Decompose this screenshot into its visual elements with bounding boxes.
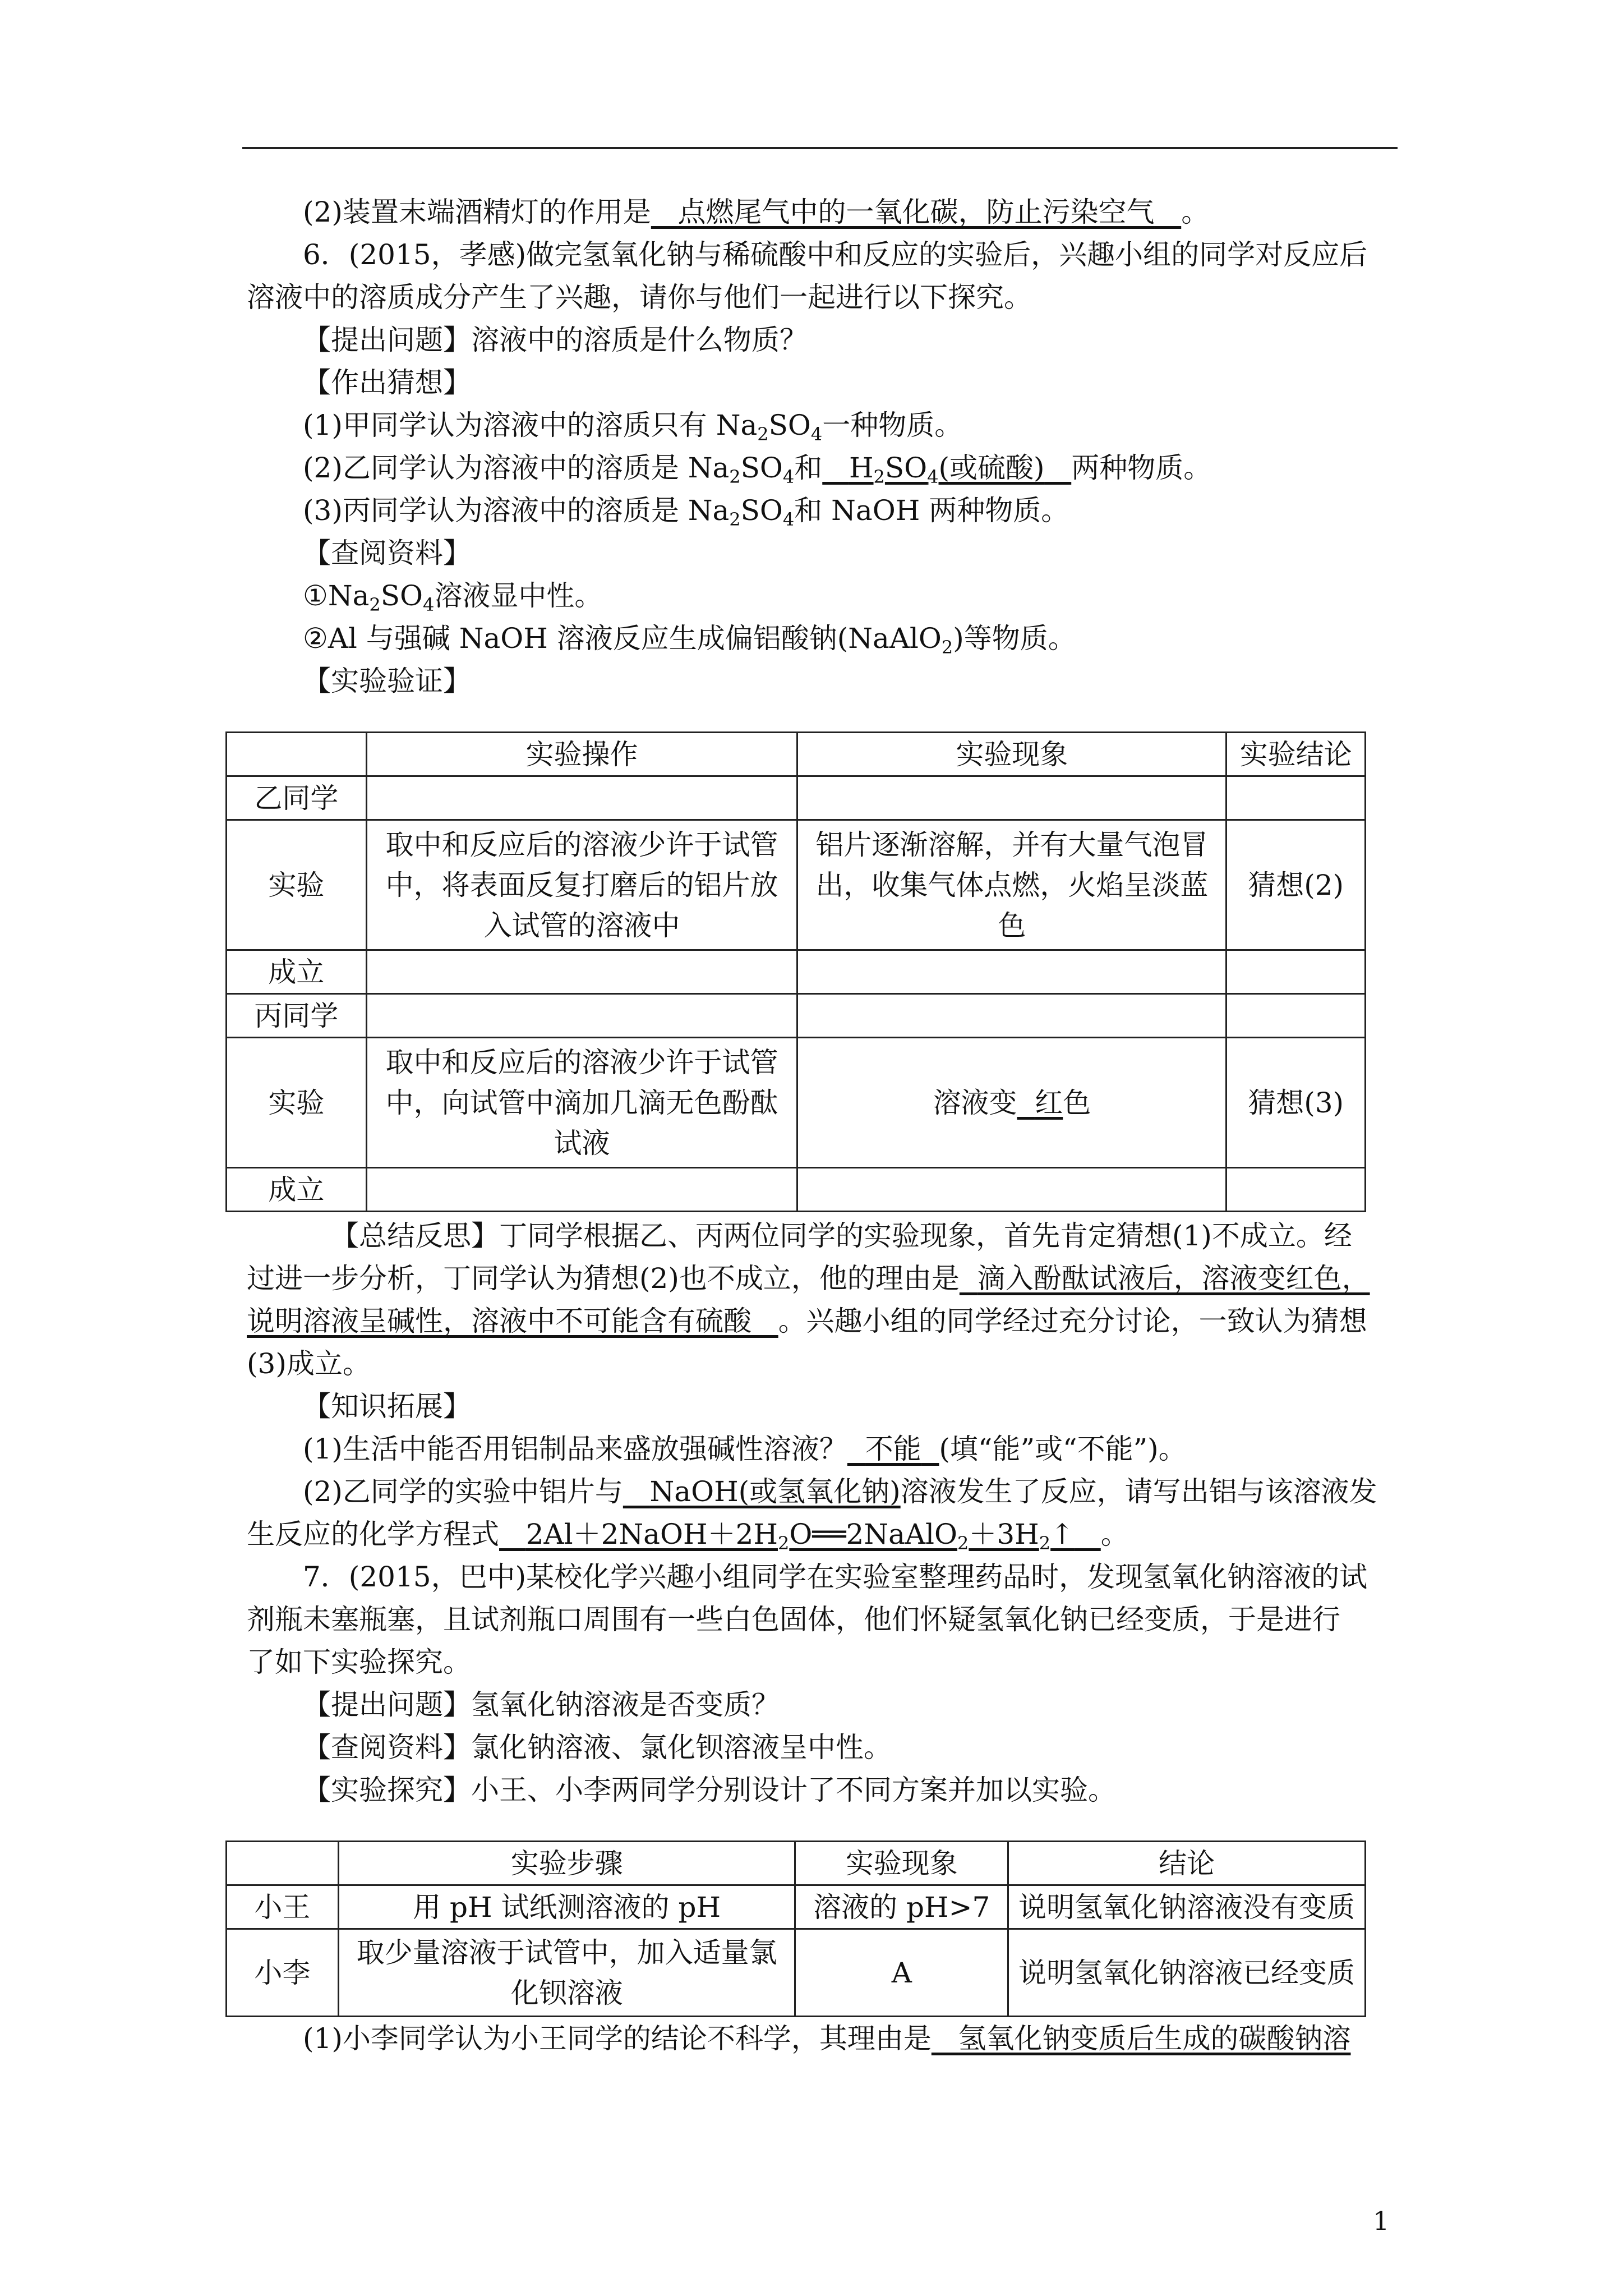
- table-header-row: [227, 733, 1366, 776]
- table-header-cell: 实验操作: [366, 733, 797, 776]
- table-cell: 用 pH 试纸测溶液的 pH: [338, 1885, 795, 1929]
- table-cell: 说明氢氧化钠溶液没有变质: [1008, 1885, 1366, 1929]
- q6-intro-line1: 6．(2015，孝感)做完氢氧化钠与稀硫酸中和反应的实验后，兴趣小组的同学对反应后: [303, 238, 1368, 271]
- q6-intro-line2: 溶液中的溶质成分产生了兴趣，请你与他们一起进行以下探究。: [247, 281, 1032, 314]
- q6-summary-line3: 说明溶液呈碱性，溶液中不可能含有硫酸 。兴趣小组的同学经过充分讨论，一致认为猜想: [247, 1305, 1367, 1337]
- table-row: [227, 1885, 1366, 1929]
- table-row: [227, 820, 1366, 950]
- q7-question: 【提出问题】氢氧化钠溶液是否变质？: [303, 1688, 780, 1721]
- table-cell: [797, 1168, 1227, 1212]
- q7-intro-line2: 剂瓶未塞瓶塞，且试剂瓶口周围有一些白色固体，他们怀疑氢氧化钠已经变质，于是进行: [247, 1603, 1340, 1636]
- table-cell: 丙同学: [227, 994, 367, 1038]
- q6-summary-line1: 【总结反思】丁同学根据乙、丙两位同学的实验现象，首先肯定猜想(1)不成立。经: [331, 1220, 1352, 1252]
- table-cell: 取中和反应后的溶液少许于试管中，向试管中滴加几滴无色酚酞试液: [366, 1038, 797, 1168]
- table-cell: [1227, 1168, 1366, 1212]
- document-body: [247, 191, 1402, 2060]
- table-cell: 溶液变 红色: [797, 1038, 1227, 1168]
- table-header-cell: 实验现象: [797, 733, 1227, 776]
- q6-extension-title: 【知识拓展】: [303, 1390, 471, 1423]
- table-header-row: [227, 1842, 1366, 1885]
- answer-blank: 氢氧化钠变质后生成的碳酸钠溶: [958, 2022, 1351, 2055]
- q6-extension-2: (2)乙同学的实验中铝片与 NaOH(或氢氧化钠)溶液发生了反应，请写出铝与该溶液发: [303, 1475, 1377, 1508]
- table-cell: 成立: [227, 950, 367, 994]
- q6-hypothesis-1: (1)甲同学认为溶液中的溶质只有 $Na_2SO_4$一种物质。: [303, 409, 963, 445]
- table-cell: 小王: [227, 1885, 339, 1929]
- q6-reference-title: 【查阅资料】: [303, 537, 471, 569]
- answer-blank: 滴入酚酞试液后，溶液变红色，: [977, 1262, 1370, 1295]
- table-cell: [366, 776, 797, 820]
- q6-summary-line2: 过进一步分析，丁同学认为猜想(2)也不成立，他的理由是 滴入酚酞试液后，溶液变红色，: [247, 1262, 1370, 1295]
- table-row: [227, 950, 1366, 994]
- header-rule: [242, 147, 1398, 149]
- answer-blank: NaOH(或氢氧化钠): [649, 1475, 901, 1508]
- table-row: [227, 1168, 1366, 1212]
- table-cell: [227, 733, 367, 776]
- q7-reference: 【查阅资料】氯化钠溶液、氯化钡溶液呈中性。: [303, 1731, 892, 1764]
- q6-hypothesis-2: (2)乙同学认为溶液中的溶质是 $Na_2SO_4$和 $H_2SO_4$(或硫酸) 两种物质。: [303, 452, 1212, 487]
- table-cell: 成立: [227, 1168, 367, 1212]
- table-header-cell: 实验现象: [795, 1842, 1008, 1885]
- table-header-cell: 实验结论: [1227, 733, 1366, 776]
- q6-experiment-table: [225, 731, 1366, 1212]
- q6-question: 【提出问题】溶液中的溶质是什么物质？: [303, 324, 808, 356]
- page-number: 1: [1373, 2206, 1390, 2236]
- q7-intro-line3: 了如下实验探究。: [247, 1646, 471, 1678]
- q6-summary-line4: (3)成立。: [247, 1347, 371, 1380]
- answer-blank: 点燃尾气中的一氧化碳，防止污染空气: [677, 196, 1155, 228]
- q7-part1: (1)小李同学认为小王同学的结论不科学，其理由是 氢氧化钠变质后生成的碳酸钠溶: [303, 2022, 1351, 2055]
- answer-blank: $H_2SO_4$(或硫酸): [849, 452, 1045, 487]
- table-cell: 猜想(2): [1227, 820, 1366, 950]
- table-cell: A: [795, 1929, 1008, 2017]
- table-cell: [797, 776, 1227, 820]
- table-cell: 铝片逐渐溶解，并有大量气泡冒出，收集气体点燃，火焰呈淡蓝色: [797, 820, 1227, 950]
- table-row: [227, 1038, 1366, 1168]
- table-cell: 乙同学: [227, 776, 367, 820]
- table-cell: [797, 994, 1227, 1038]
- table-header-cell: 结论: [1008, 1842, 1366, 1885]
- table-cell: 取少量溶液于试管中，加入适量氯化钡溶液: [338, 1929, 795, 2017]
- table-cell: 猜想(3): [1227, 1038, 1366, 1168]
- table-cell: 实验: [227, 1038, 367, 1168]
- q7-intro-line1: 7．(2015，巴中)某校化学兴趣小组同学在实验室整理药品时，发现氢氧化钠溶液的试: [303, 1561, 1368, 1593]
- table-header-cell: 实验步骤: [338, 1842, 795, 1885]
- table-row: [227, 994, 1366, 1038]
- q6-reference-1: $①Na_2SO_4$溶液显中性。: [303, 579, 603, 615]
- table-cell: 取中和反应后的溶液少许于试管中，将表面反复打磨后的铝片放入试管的溶液中: [366, 820, 797, 950]
- q6-verify-title: 【实验验证】: [303, 665, 471, 697]
- table-cell: [1227, 776, 1366, 820]
- table-cell: [366, 994, 797, 1038]
- q6-hypothesis-title: 【作出猜想】: [303, 366, 471, 399]
- answer-blank: 说明溶液呈碱性，溶液中不可能含有硫酸: [247, 1305, 751, 1337]
- table-cell: 说明氢氧化钠溶液已经变质: [1008, 1929, 1366, 2017]
- table-row: [227, 1929, 1366, 2017]
- table-cell: [366, 1168, 797, 1212]
- q6-reference-2: ②Al 与强碱 NaOH 溶液反应生成偏铝酸钠(NaAlO$_2$)等物质。: [303, 622, 1076, 658]
- table-cell: 实验: [227, 820, 367, 950]
- answer-blank: 红: [1035, 1086, 1063, 1119]
- table-cell: [227, 1842, 339, 1885]
- q7-explore: 【实验探究】小王、小李两同学分别设计了不同方案并加以实验。: [303, 1774, 1116, 1806]
- q7-experiment-table: [225, 1841, 1366, 2017]
- q6-extension-1: (1)生活中能否用铝制品来盛放强碱性溶液？ 不能 (填“能”或“不能”)。: [303, 1433, 1187, 1465]
- q6-hypothesis-3: (3)丙同学认为溶液中的溶质是 $Na_2SO_4$和 NaOH 两种物质。: [303, 494, 1069, 530]
- q5-part2: (2)装置末端酒精灯的作用是 点燃尾气中的一氧化碳，防止污染空气 。: [303, 196, 1210, 228]
- table-cell: [797, 950, 1227, 994]
- table-row: [227, 776, 1366, 820]
- table-cell: [1227, 950, 1366, 994]
- answer-blank: $2Al+2NaOH+2H_2O══2NaAlO_2+3H_2↑$: [525, 1518, 1075, 1554]
- answer-blank: 不能: [865, 1433, 921, 1465]
- table-cell: 小李: [227, 1929, 339, 2017]
- table-cell: [366, 950, 797, 994]
- table-cell: 溶液的 pH>7: [795, 1885, 1008, 1929]
- table-cell: [1227, 994, 1366, 1038]
- q6-extension-3: 生反应的化学方程式 $2Al+2NaOH+2H_2O══2NaAlO_2+3H_2↑$ 。: [247, 1518, 1129, 1554]
